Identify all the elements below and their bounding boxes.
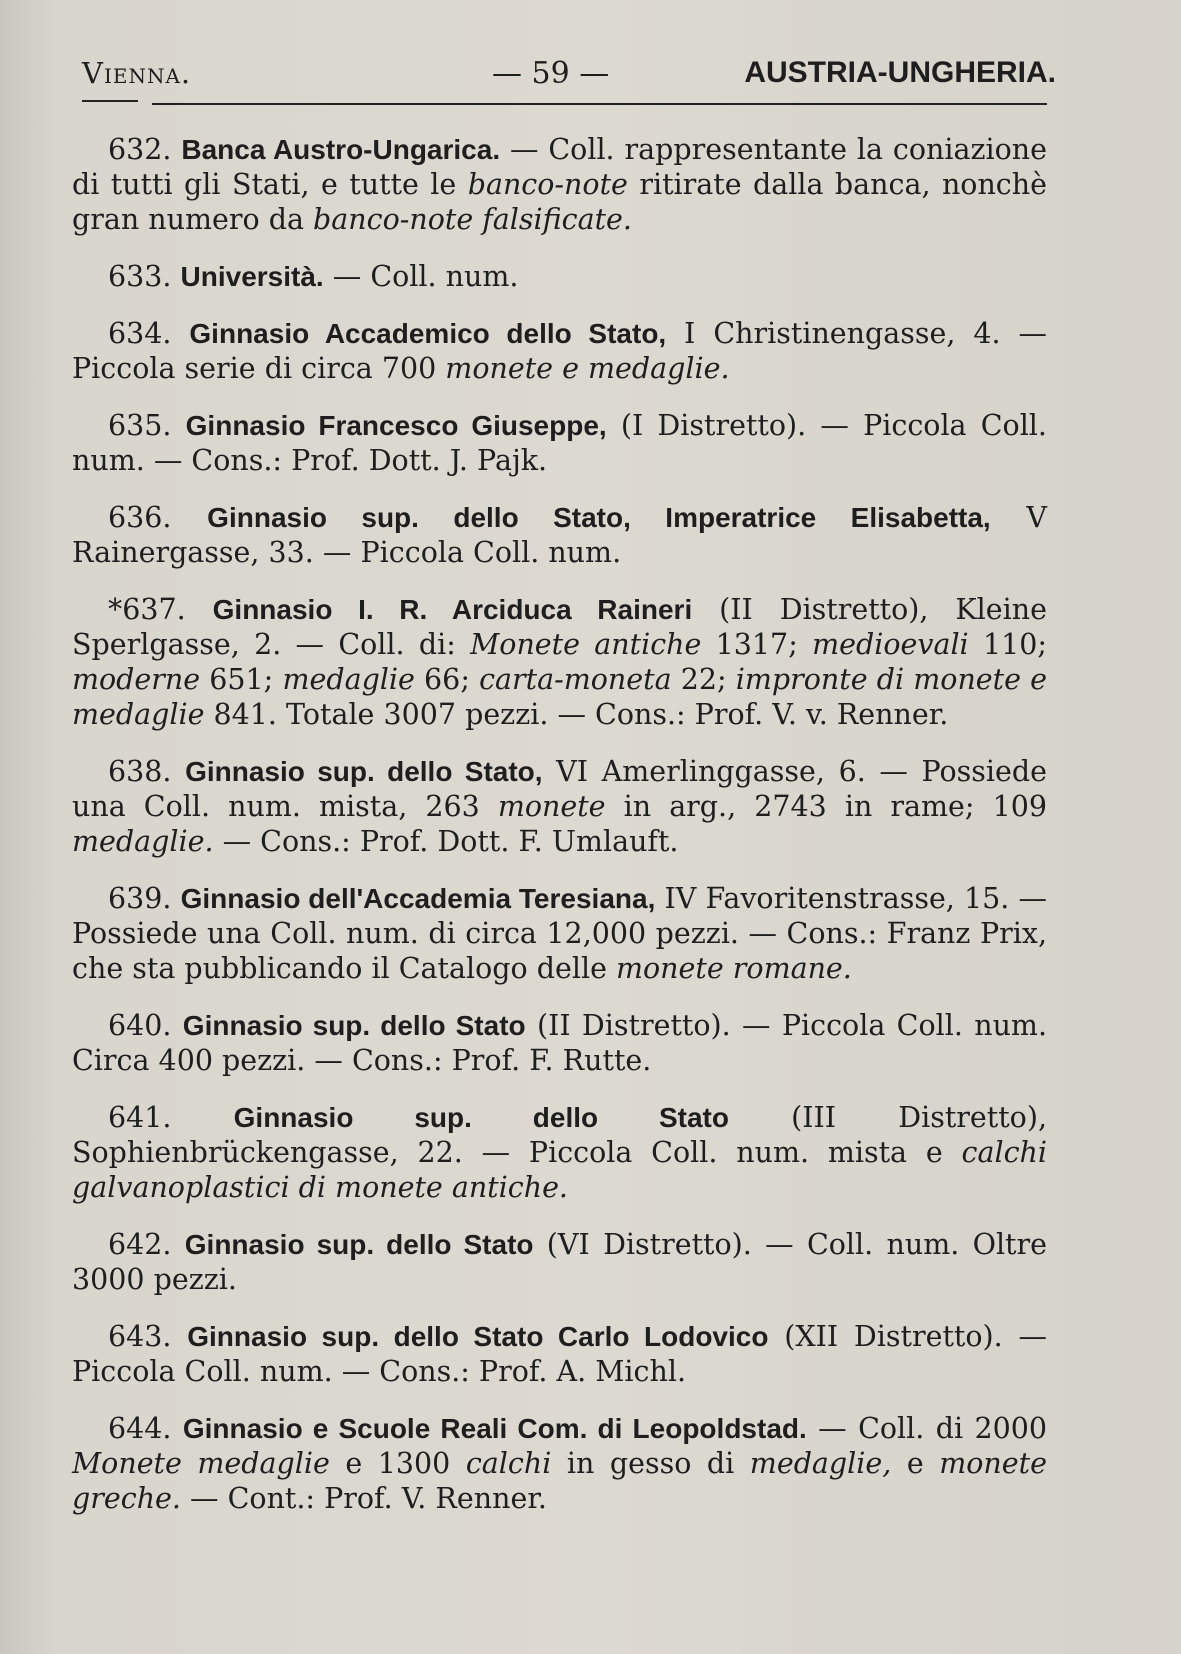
entry-italic-text: Monete antiche	[470, 628, 702, 661]
entry-text: (I Distretto). — Piccola Coll. num. — Cons.: Prof. Dott. J. Pajk.	[72, 409, 1047, 477]
entry-8	[72, 1008, 1047, 1078]
header-rule-short	[82, 100, 138, 102]
entry-text: e 1300	[329, 1447, 466, 1480]
entry-italic-text: impronte di monete e medaglie	[72, 663, 1047, 731]
entry-text: VI Amerlinggasse, 6. — Possiede una Coll. num. mista, 263	[72, 755, 1048, 823]
entry-number: 643.	[108, 1320, 172, 1353]
entry-text: 110;	[968, 628, 1047, 661]
entry-text: — Coll. rappresentante la coniazione di tutti gli Stati, e tutte le	[72, 133, 1048, 201]
entry-italic-text: medaglie.	[72, 825, 214, 858]
entry-number: 632.	[108, 133, 172, 166]
entry-text: (II Distretto), Kleine Sperlgasse, 2. — Coll. di:	[72, 593, 1047, 661]
entry-institution: Ginnasio sup. dello Stato	[184, 1229, 534, 1260]
entry-institution: Banca Austro-Ungarica.	[181, 134, 501, 165]
entry-number: 636.	[108, 501, 172, 534]
header-rule-long	[152, 103, 1047, 105]
entry-2	[72, 316, 1047, 386]
entry-text: 22;	[671, 663, 736, 696]
entry-text: — Coll. num.	[323, 260, 519, 293]
entry-7	[72, 881, 1047, 986]
entry-text: 651;	[200, 663, 283, 696]
entry-number: *637.	[108, 593, 186, 626]
entry-text: (XII Distretto). — Piccola Coll. num. — Cons.: Prof. A. Michl.	[72, 1320, 1047, 1388]
entry-italic-text: moderne	[72, 663, 201, 696]
entry-text: (III Distretto), Sophienbrückengasse, 22. — Piccola Coll. num. mista e	[72, 1101, 1048, 1169]
entry-text: — Cont.: Prof. V. Renner.	[180, 1482, 547, 1515]
entry-10	[72, 1227, 1047, 1297]
entry-italic-text: Monete medaglie	[72, 1447, 330, 1480]
entry-number: 635.	[108, 409, 172, 442]
entry-institution: Ginnasio dell'Accademia Teresiana,	[180, 883, 656, 914]
entry-institution: Università.	[180, 261, 324, 292]
running-header	[82, 52, 1056, 100]
entry-text: 841. Totale 3007 pezzi. — Cons.: Prof. V. v. Renner.	[204, 698, 949, 731]
entry-text: IV Favoritenstrasse, 15. — Possiede una Coll. num. di circa 12,000 pezzi. — Cons.: Franz Prix, che sta pubblicando il Catalogo delle	[72, 882, 1047, 985]
entry-institution: Ginnasio sup. dello Stato	[182, 1010, 526, 1041]
entry-number: 638.	[108, 755, 172, 788]
entry-institution: Ginnasio sup. dello Stato, Imperatrice Elisabetta,	[207, 502, 991, 533]
entry-12	[72, 1411, 1047, 1516]
entry-11	[72, 1319, 1047, 1389]
entry-text: ritirate dalla banca, nonchè gran numero da	[72, 168, 1047, 236]
page-number: — 59 —	[492, 56, 610, 91]
entry-italic-text: banco-note falsificate.	[313, 203, 632, 236]
entry-text: I Christinengasse, 4. — Piccola serie di circa 700	[72, 317, 1047, 385]
entry-italic-text: monete greche.	[72, 1447, 1047, 1515]
entry-italic-text: carta-moneta	[479, 663, 672, 696]
entry-institution: Ginnasio sup. dello Stato Carlo Lodovico	[187, 1321, 769, 1352]
entry-number: 640.	[108, 1009, 172, 1042]
entry-italic-text: medaglie	[282, 663, 415, 696]
entry-italic-text: medaglie,	[749, 1447, 892, 1480]
entry-italic-text: monete	[497, 790, 606, 823]
entry-text: (VI Distretto). — Coll. num. Oltre 3000 pezzi.	[72, 1228, 1048, 1296]
entry-text: V Rainergasse, 33. — Piccola Coll. num.	[72, 501, 1047, 569]
entry-text: in arg., 2743 in rame; 109	[605, 790, 1048, 823]
entry-5	[72, 592, 1047, 732]
entry-institution: Ginnasio e Scuole Reali Com. di Leopoldstad.	[182, 1413, 807, 1444]
entry-institution: Ginnasio Accademico dello Stato,	[189, 318, 667, 349]
entry-italic-text: monete e medaglie.	[445, 352, 730, 385]
entry-1	[72, 259, 1047, 294]
entry-0	[72, 132, 1047, 237]
header-city: Vienna.	[82, 56, 192, 90]
entry-number: 633.	[108, 260, 172, 293]
entry-text: 1317;	[701, 628, 813, 661]
entry-italic-text: calchi galvanoplastici di monete antiche.	[72, 1136, 1047, 1204]
entry-institution: Ginnasio Francesco Giuseppe,	[185, 410, 607, 441]
entry-institution: Ginnasio I. R. Arciduca Raineri	[212, 594, 693, 625]
header-country: AUSTRIA-UNGHERIA.	[744, 56, 1056, 89]
entry-3	[72, 408, 1047, 478]
entry-number: 634.	[108, 317, 172, 350]
entry-italic-text: banco-note	[467, 168, 628, 201]
entry-4	[72, 500, 1047, 570]
entry-number: 644.	[108, 1412, 172, 1445]
entry-italic-text: medioevali	[812, 628, 969, 661]
entry-text: 66;	[414, 663, 480, 696]
entry-italic-text: calchi	[465, 1447, 552, 1480]
entry-9	[72, 1100, 1047, 1205]
entry-text: in gesso di	[551, 1447, 750, 1480]
entries-list	[72, 132, 1047, 1538]
entry-text: — Cons.: Prof. Dott. F. Umlauft.	[213, 825, 679, 858]
entry-number: 641.	[108, 1101, 172, 1134]
entry-6	[72, 754, 1047, 859]
entry-number: 639.	[108, 882, 172, 915]
entry-italic-text: monete romane.	[616, 952, 852, 985]
entry-institution: Ginnasio sup. dello Stato	[233, 1102, 729, 1133]
entry-institution: Ginnasio sup. dello Stato,	[185, 756, 543, 787]
entry-text: e	[891, 1447, 940, 1480]
entry-text: (II Distretto). — Piccola Coll. num. Circa 400 pezzi. — Cons.: Prof. F. Rutte.	[72, 1009, 1048, 1077]
entry-number: 642.	[108, 1228, 172, 1261]
entry-text: — Coll. di 2000	[806, 1412, 1048, 1445]
